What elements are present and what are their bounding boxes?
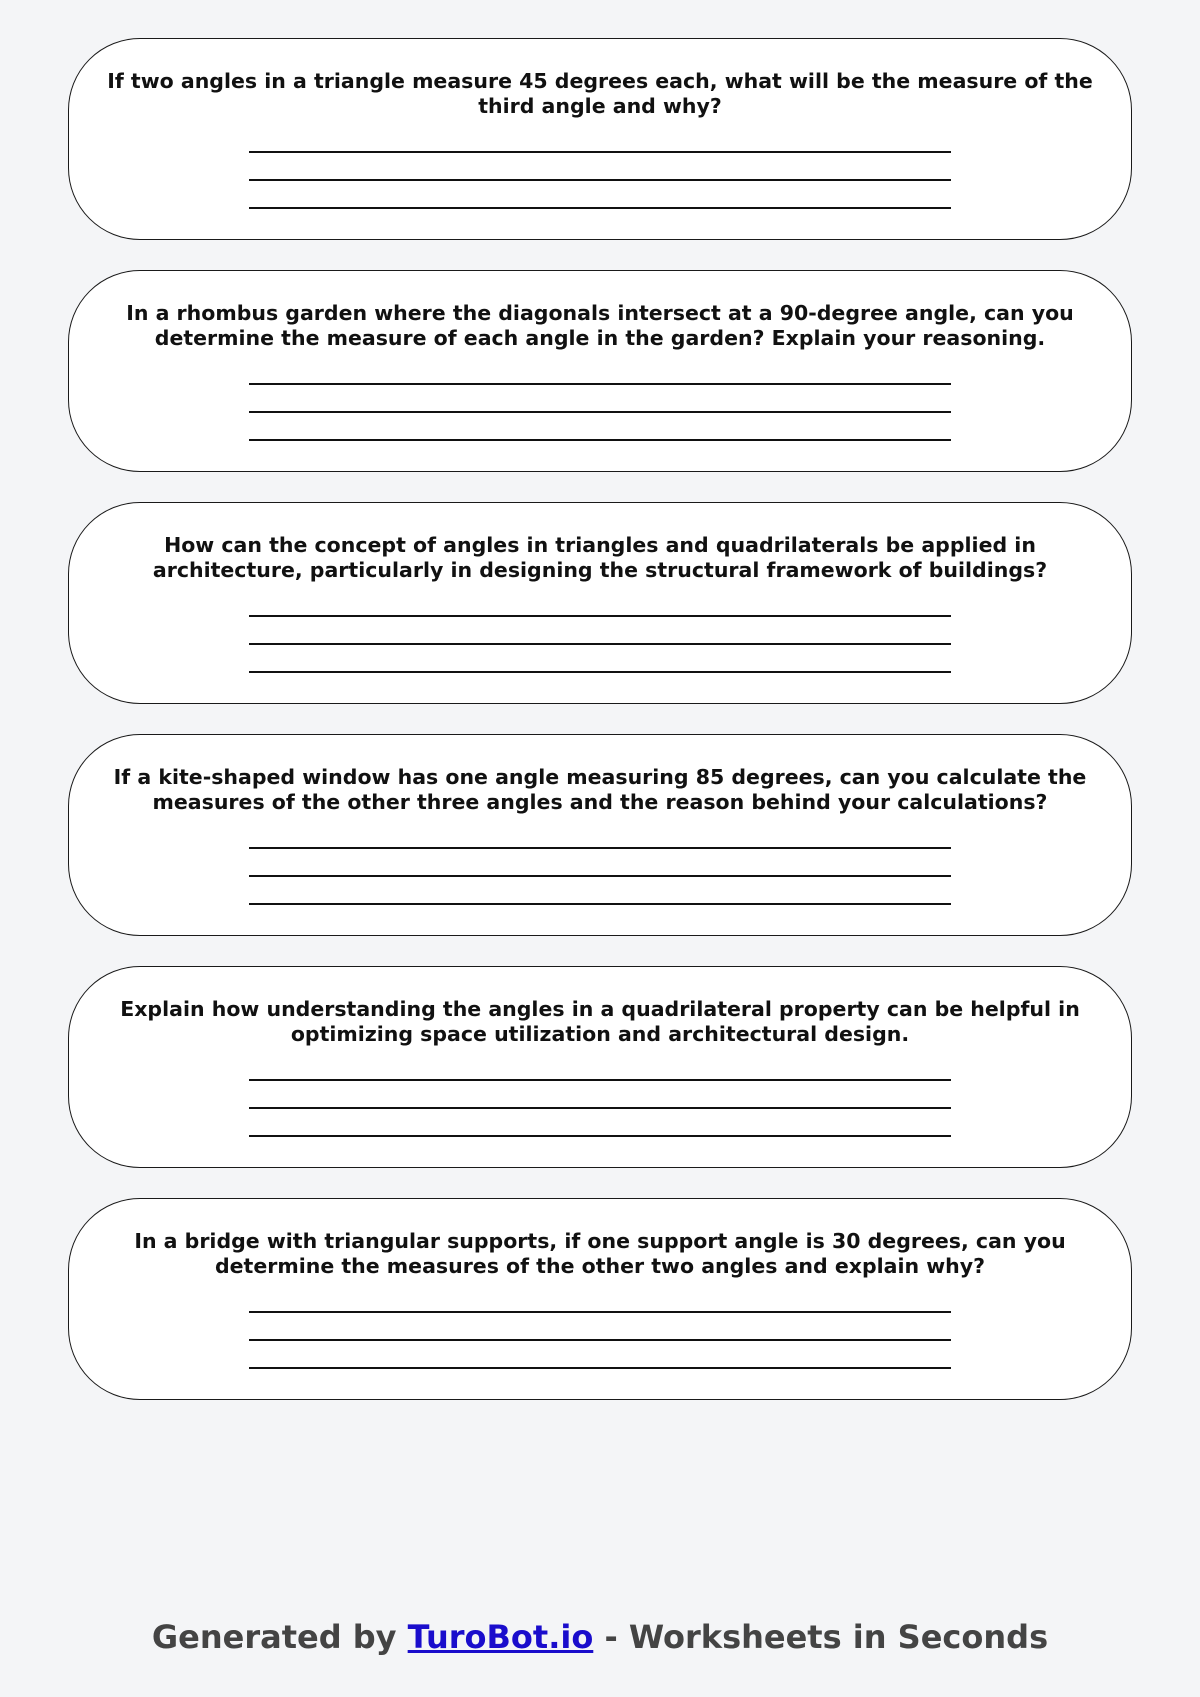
answer-line[interactable]	[249, 383, 951, 385]
question-card	[68, 966, 1132, 1168]
answer-lines	[91, 615, 1109, 673]
question-text: If a kite-shaped window has one angle measuring 85 degrees, can you calculate the measures of the other three angles and the reason behind your calculations?	[113, 765, 1087, 814]
question-card	[68, 38, 1132, 240]
answer-line[interactable]	[249, 643, 951, 645]
answer-line[interactable]	[249, 1367, 951, 1369]
answer-line[interactable]	[249, 1079, 951, 1081]
answer-line[interactable]	[249, 903, 951, 905]
answer-line[interactable]	[249, 179, 951, 181]
answer-lines	[91, 1079, 1109, 1137]
turobot-link[interactable]: TuroBot.io	[407, 1618, 594, 1656]
answer-lines	[91, 383, 1109, 441]
question-card	[68, 270, 1132, 472]
answer-lines	[91, 847, 1109, 905]
answer-line[interactable]	[249, 615, 951, 617]
question-card	[68, 1198, 1132, 1400]
answer-lines	[91, 151, 1109, 209]
answer-line[interactable]	[249, 671, 951, 673]
footer	[0, 1617, 1200, 1657]
question-card	[68, 734, 1132, 936]
answer-lines	[91, 1311, 1109, 1369]
question-text: Explain how understanding the angles in a quadrilateral property can be helpful in optimizing space utilization and architectural design.	[120, 997, 1080, 1046]
answer-line[interactable]	[249, 1135, 951, 1137]
question-text: In a rhombus garden where the diagonals intersect at a 90-degree angle, can you determine the measure of each angle in the garden? Explain your reasoning.	[126, 301, 1074, 350]
question-text: If two angles in a triangle measure 45 degrees each, what will be the measure of the third angle and why?	[107, 69, 1093, 118]
answer-line[interactable]	[249, 1107, 951, 1109]
question-text: In a bridge with triangular supports, if one support angle is 30 degrees, can you determine the measures of the other two angles and explain why?	[134, 1229, 1066, 1278]
answer-line[interactable]	[249, 1339, 951, 1341]
footer-suffix: - Worksheets in Seconds	[593, 1618, 1049, 1656]
question-list	[68, 38, 1132, 1430]
footer-prefix: Generated by	[151, 1618, 408, 1656]
answer-line[interactable]	[249, 875, 951, 877]
answer-line[interactable]	[249, 151, 951, 153]
answer-line[interactable]	[249, 411, 951, 413]
answer-line[interactable]	[249, 207, 951, 209]
answer-line[interactable]	[249, 847, 951, 849]
answer-line[interactable]	[249, 1311, 951, 1313]
answer-line[interactable]	[249, 439, 951, 441]
question-card	[68, 502, 1132, 704]
question-text: How can the concept of angles in triangles and quadrilaterals be applied in architecture, particularly in designing the structural framework of buildings?	[152, 533, 1048, 582]
